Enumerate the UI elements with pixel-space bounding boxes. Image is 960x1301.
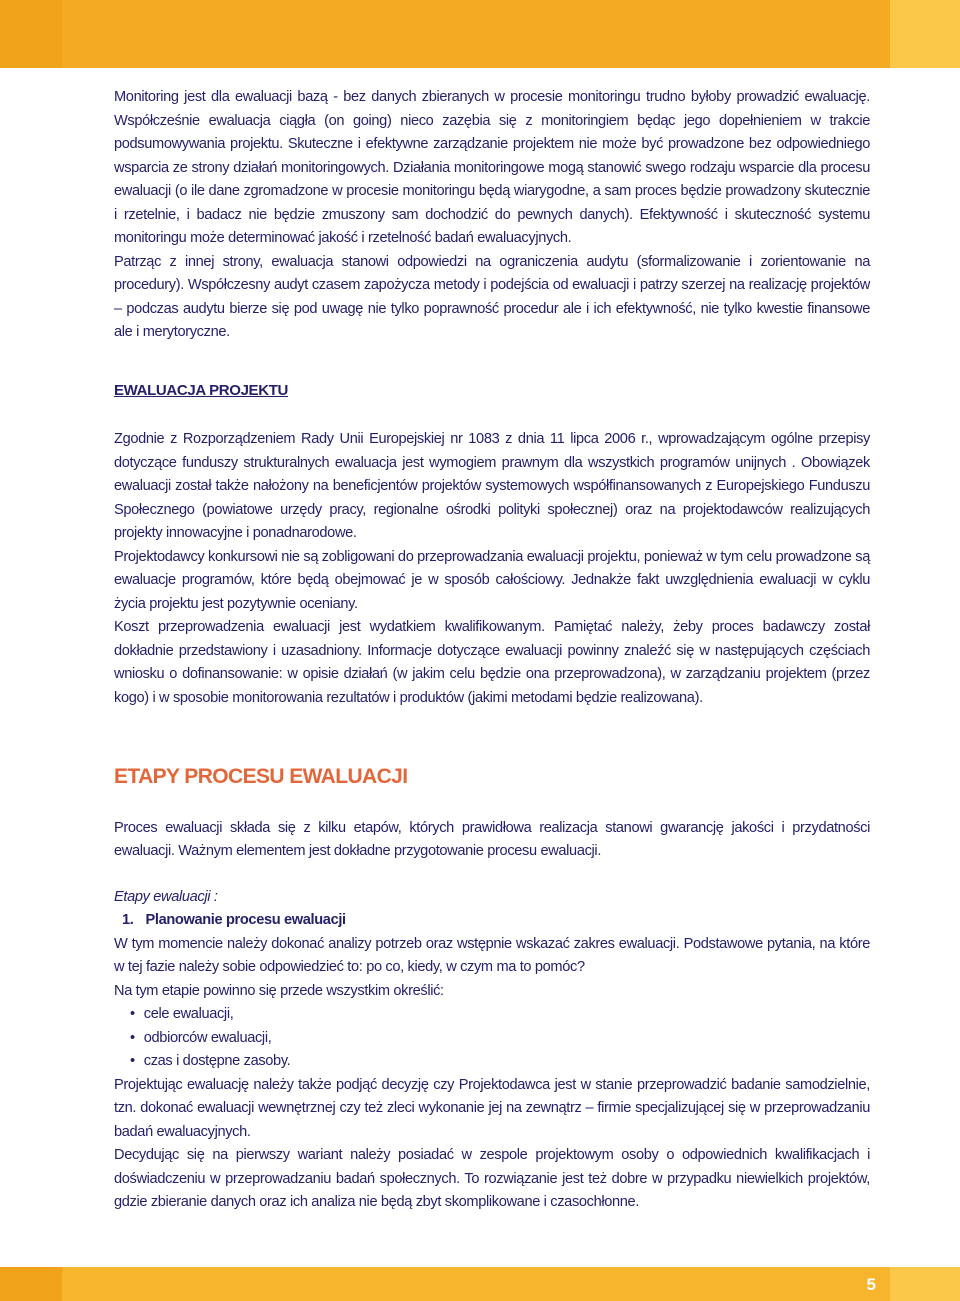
section1-paragraph-3: Koszt przeprowadzenia ewaluacji jest wydatkiem kwalifikowanym. Pamiętać należy, żeby proces badawczy został dokładnie przedstawiony i uzasadniony. Informacje dotyczące ewaluacji powinny znaleźć się w następujących częściach wniosku o dofinansowanie: w opisie działań (w jakim celu będzie ona przeprowadzona), w zarządzaniu projektem (przez kogo) i w sposobie monitorowania rezultatów i produktów (jakimi metodami będzie realizowana). (114, 619, 870, 706)
bullet-item: • cele ewaluacji, (130, 1003, 870, 1027)
bullet-item: • czas i dostępne zasoby. (130, 1050, 870, 1074)
stages-label: Etapy ewaluacji : (114, 888, 218, 905)
section-heading-etapy-procesu-ewaluacji: ETAPY PROCESU EWALUACJI (114, 765, 408, 788)
page-content (114, 86, 870, 1215)
bottom-band-middle-strip (62, 1267, 890, 1301)
step-1-paragraph-3: Projektując ewaluację należy także podjąć decyzję czy Projektodawca jest w stanie przeprowadzić badanie samodzielnie, tzn. dokonać ewaluacji wewnętrznej czy też zleci wykonanie jej na zewnątrz – firmie specjalizującej się w przeprowadzaniu badań ewaluacyjnych. (114, 1076, 870, 1140)
bullet-item: • odbiorców ewaluacji, (130, 1027, 870, 1051)
section2-paragraph: Proces ewaluacji składa się z kilku etapów, których prawidłowa realizacja stanowi gwarancję jakości i przydatności ewaluacji. Ważnym elementem jest dokładne przygotowanie procesu ewaluacji. (114, 819, 870, 859)
step-1-paragraph-2: Na tym etapie powinno się przede wszystkim określić: (114, 982, 444, 999)
intro-paragraph-2: Patrząc z innej strony, ewaluacja stanowi odpowiedzi na ograniczenia audytu (sformalizowanie i zorientowanie na procedury). Współczesny audyt czasem zapożycza metody i podejścia od ewaluacji i patrzy szerzej na realizację projektów – podczas audytu bierze się pod uwagę nie tylko poprawność procedur ale i ich efektywność, nie tylko kwestie finansowe ale i merytoryczne. (114, 253, 870, 340)
page-number: 5 (866, 1275, 876, 1294)
step-1-heading (122, 909, 870, 933)
bottom-band-left-strip (0, 1267, 62, 1301)
top-band-left-strip (0, 0, 62, 68)
section-heading-ewaluacja-projektu: EWALUACJA PROJEKTU (114, 381, 288, 399)
step-1-bullet-list (114, 1003, 870, 1074)
intro-paragraph-1: Monitoring jest dla ewaluacji bazą - bez danych zbieranych w procesie monitoringu trudno byłoby prowadzić ewaluację. Współcześnie ewaluacja ciągła (on going) nieco zazębia się z monitoringiem będąc jego dopełnieniem w trakcie podsumowywania projektu. Skuteczne i efektywne zarządzanie projektem nie może być prowadzone bez odpowiedniego wsparcia ze strony działań monitoringowych. Działania monitoringowe mogą stanowić swego rodzaju wsparcie dla procesu ewaluacji (o ile dane zgromadzone w procesie monitoringu będą wiarygodne, a sam proces będzie prowadzony skutecznie i rzetelnie, i badacz nie będzie zmuszony sam dochodzić do pewnych danych). Efektywność i skuteczność systemu monitoringu może determinować jakość i rzetelność badań ewaluacyjnych. (114, 89, 870, 246)
top-band-middle-strip (62, 0, 890, 68)
section1-paragraph-1: Zgodnie z Rozporządzeniem Rady Unii Europejskiej nr 1083 z dnia 11 lipca 2006 r., wprowadzającym ogólne przepisy dotyczące funduszy strukturalnych ewaluacja jest wymogiem prawnym dla wszystkich programów unijnych . Obowiązek ewaluacji został także nałożony na beneficjentów projektów systemowych współfinansowanych z Europejskiego Funduszu Społecznego (powiatowe urzędy pracy, regionalne ośrodki polityki społecznej) oraz na projektodawców realizujących projekty innowacyjne i ponadnarodowe. (114, 431, 870, 541)
step-1-title: Planowanie procesu ewaluacji (145, 912, 346, 928)
step-1-paragraph-4: Decydując się na pierwszy wariant należy posiadać w zespole projektowym osoby o odpowiednich kwalifikacjach i doświadczeniu w przeprowadzaniu badań społecznych. To rozwiązanie jest też dobre w przypadku niewielkich projektów, gdzie zbieranie danych oraz ich analiza nie będą zbyt skomplikowane i czasochłonne. (114, 1147, 870, 1210)
top-band-right-strip (890, 0, 960, 68)
bottom-decorative-band (0, 1267, 960, 1301)
step-1-number: 1. (122, 912, 134, 928)
step-1-paragraph-1: W tym momencie należy dokonać analizy potrzeb oraz wstępnie wskazać zakres ewaluacji. Podstawowe pytania, na które w tej fazie należy sobie odpowiedzieć to: po co, kiedy, w czym ma to pomóc? (114, 935, 870, 975)
section1-paragraph-2: Projektodawcy konkursowi nie są zobligowani do przeprowadzania ewaluacji projektu, ponieważ w tym celu prowadzone są ewaluacje programów, które będą obejmować je w sposób całościowy. Jednakże fakt uwzględnienia ewaluacji w cyklu życia projektu jest pozytywnie oceniany. (114, 548, 870, 612)
top-decorative-band (0, 0, 960, 68)
